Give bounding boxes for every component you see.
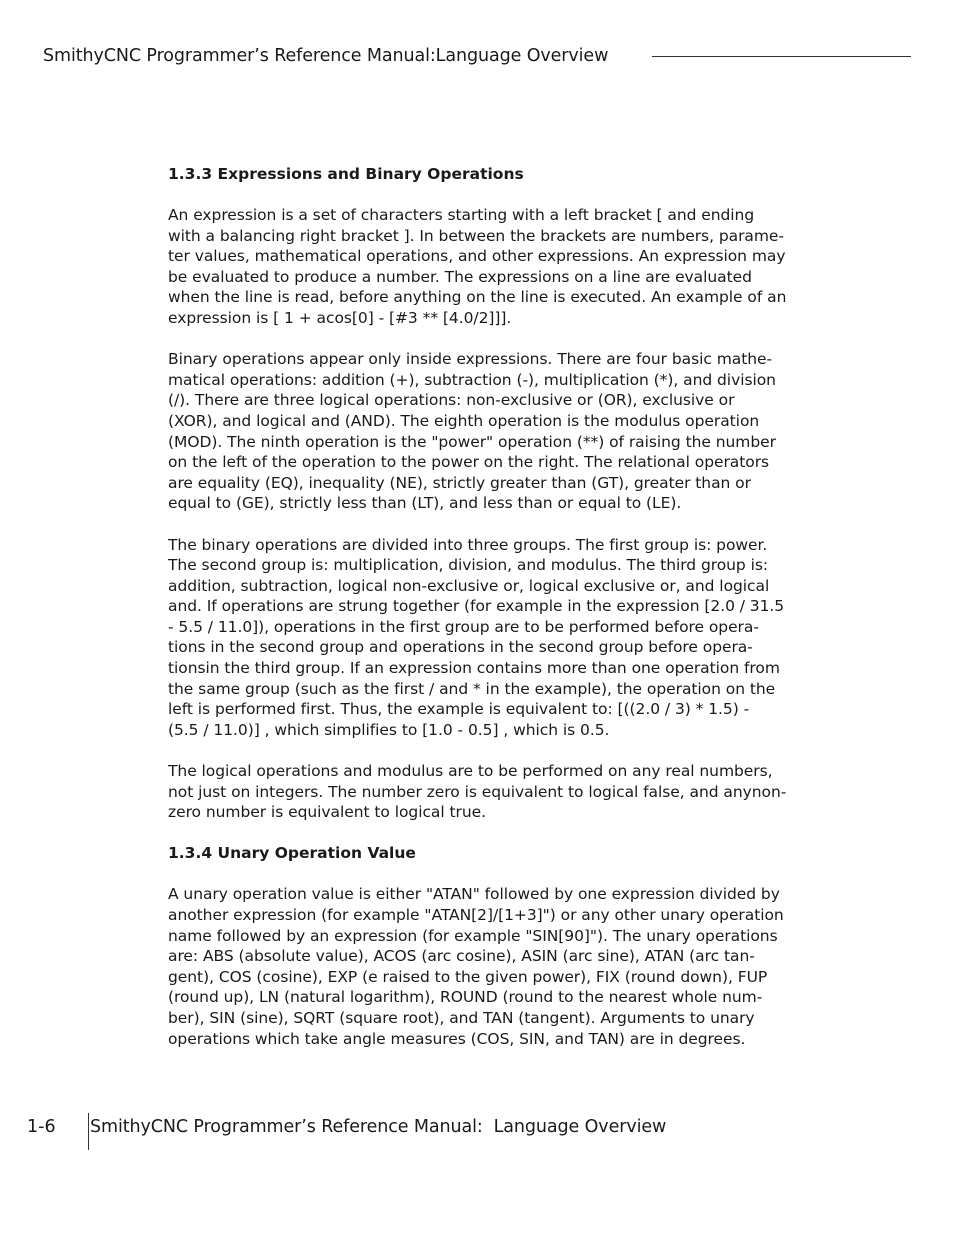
text-line: (MOD). The ninth operation is the "power" operation (**) of raising the number bbox=[168, 432, 776, 451]
text-line: tionsin the third group. If an expression contains more than one operation from bbox=[168, 659, 780, 678]
text-line: The logical operations and modulus are to be performed on any real numbers, bbox=[168, 762, 773, 781]
main-content bbox=[168, 164, 790, 1070]
text-line: (/). There are three logical operations: non-exclusive or (OR), exclusive or bbox=[168, 391, 735, 410]
section-heading-expressions: 1.3.3 Expressions and Binary Operations bbox=[168, 165, 524, 183]
text-line: tions in the second group and operations in the second group before opera- bbox=[168, 638, 753, 657]
text-line: be evaluated to produce a number. The expressions on a line are evaluated bbox=[168, 267, 752, 286]
text-line: The binary operations are divided into three groups. The first group is: power. bbox=[168, 535, 768, 554]
text-line: zero number is equivalent to logical true. bbox=[168, 803, 487, 822]
paragraph bbox=[168, 205, 790, 329]
text-line: The second group is: multiplication, division, and modulus. The third group is: bbox=[168, 556, 769, 575]
text-line: ter values, mathematical operations, and other expressions. An expression may bbox=[168, 247, 786, 266]
text-line: ber), SIN (sine), SQRT (square root), and TAN (tangent). Arguments to unary bbox=[168, 1008, 755, 1027]
text-line: An expression is a set of characters starting with a left bracket [ and ending bbox=[168, 206, 755, 224]
text-line: name followed by an expression (for example "SIN[90]"). The unary operations bbox=[168, 926, 778, 945]
text-line: not just on integers. The number zero is equivalent to logical false, and anynon- bbox=[168, 782, 787, 801]
footer-title: SmithyCNC Programmer’s Reference Manual: Language Overview bbox=[90, 1117, 667, 1137]
text-line: addition, subtraction, logical non-exclusive or, logical exclusive or, and logical bbox=[168, 576, 770, 595]
paragraph bbox=[168, 535, 790, 741]
page-header-title: SmithyCNC Programmer’s Reference Manual:Language Overview bbox=[43, 46, 609, 66]
text-line: with a balancing right bracket ]. In between the brackets are numbers, parame- bbox=[168, 226, 784, 245]
paragraph bbox=[168, 761, 790, 823]
paragraph bbox=[168, 349, 790, 514]
text-line: Binary operations appear only inside expressions. There are four basic mathe- bbox=[168, 350, 773, 369]
text-line: are equality (EQ), inequality (NE), strictly greater than (GT), greater than or bbox=[168, 473, 751, 492]
text-line: are: ABS (absolute value), ACOS (arc cosine), ASIN (arc sine), ATAN (arc tan- bbox=[168, 947, 755, 966]
text-line: - 5.5 / 11.0]), operations in the first group are to be performed before opera- bbox=[168, 617, 759, 636]
text-line: (5.5 / 11.0)] , which simplifies to [1.0 - 0.5] , which is 0.5. bbox=[168, 720, 610, 739]
text-line: (XOR), and logical and (AND). The eighth operation is the modulus operation bbox=[168, 411, 760, 430]
text-line: and. If operations are strung together (for example in the expression [2.0 / 31.5 bbox=[168, 597, 785, 616]
text-line: when the line is read, before anything on the line is executed. An example of an bbox=[168, 288, 787, 307]
text-line: another expression (for example "ATAN[2]/[1+3]") or any other unary operation bbox=[168, 906, 784, 924]
text-line: (round up), LN (natural logarithm), ROUND (round to the nearest whole num- bbox=[168, 988, 763, 1007]
text-line: equal to (GE), strictly less than (LT), and less than or equal to (LE). bbox=[168, 494, 682, 513]
text-line: the same group (such as the first / and * in the example), the operation on the bbox=[168, 679, 776, 698]
footer-divider bbox=[88, 1113, 89, 1150]
text-line: left is performed first. Thus, the example is equivalent to: [((2.0 / 3) * 1.5) - bbox=[168, 700, 750, 719]
text-line: on the left of the operation to the power on the right. The relational operators bbox=[168, 453, 770, 472]
paragraph bbox=[168, 884, 790, 1049]
text-line: A unary operation value is either "ATAN" followed by one expression divided by bbox=[168, 885, 780, 904]
page-number: 1-6 bbox=[27, 1117, 56, 1137]
header-rule bbox=[652, 56, 911, 57]
text-line: gent), COS (cosine), EXP (e raised to the given power), FIX (round down), FUP bbox=[168, 967, 768, 986]
text-line: matical operations: addition (+), subtraction (-), multiplication (*), and division bbox=[168, 370, 776, 389]
section-heading-unary: 1.3.4 Unary Operation Value bbox=[168, 844, 416, 863]
text-line: operations which take angle measures (COS, SIN, and TAN) are in degrees. bbox=[168, 1029, 746, 1048]
text-line: expression is [ 1 + acos[0] - [#3 ** [4.0/2]]]. bbox=[168, 308, 512, 327]
